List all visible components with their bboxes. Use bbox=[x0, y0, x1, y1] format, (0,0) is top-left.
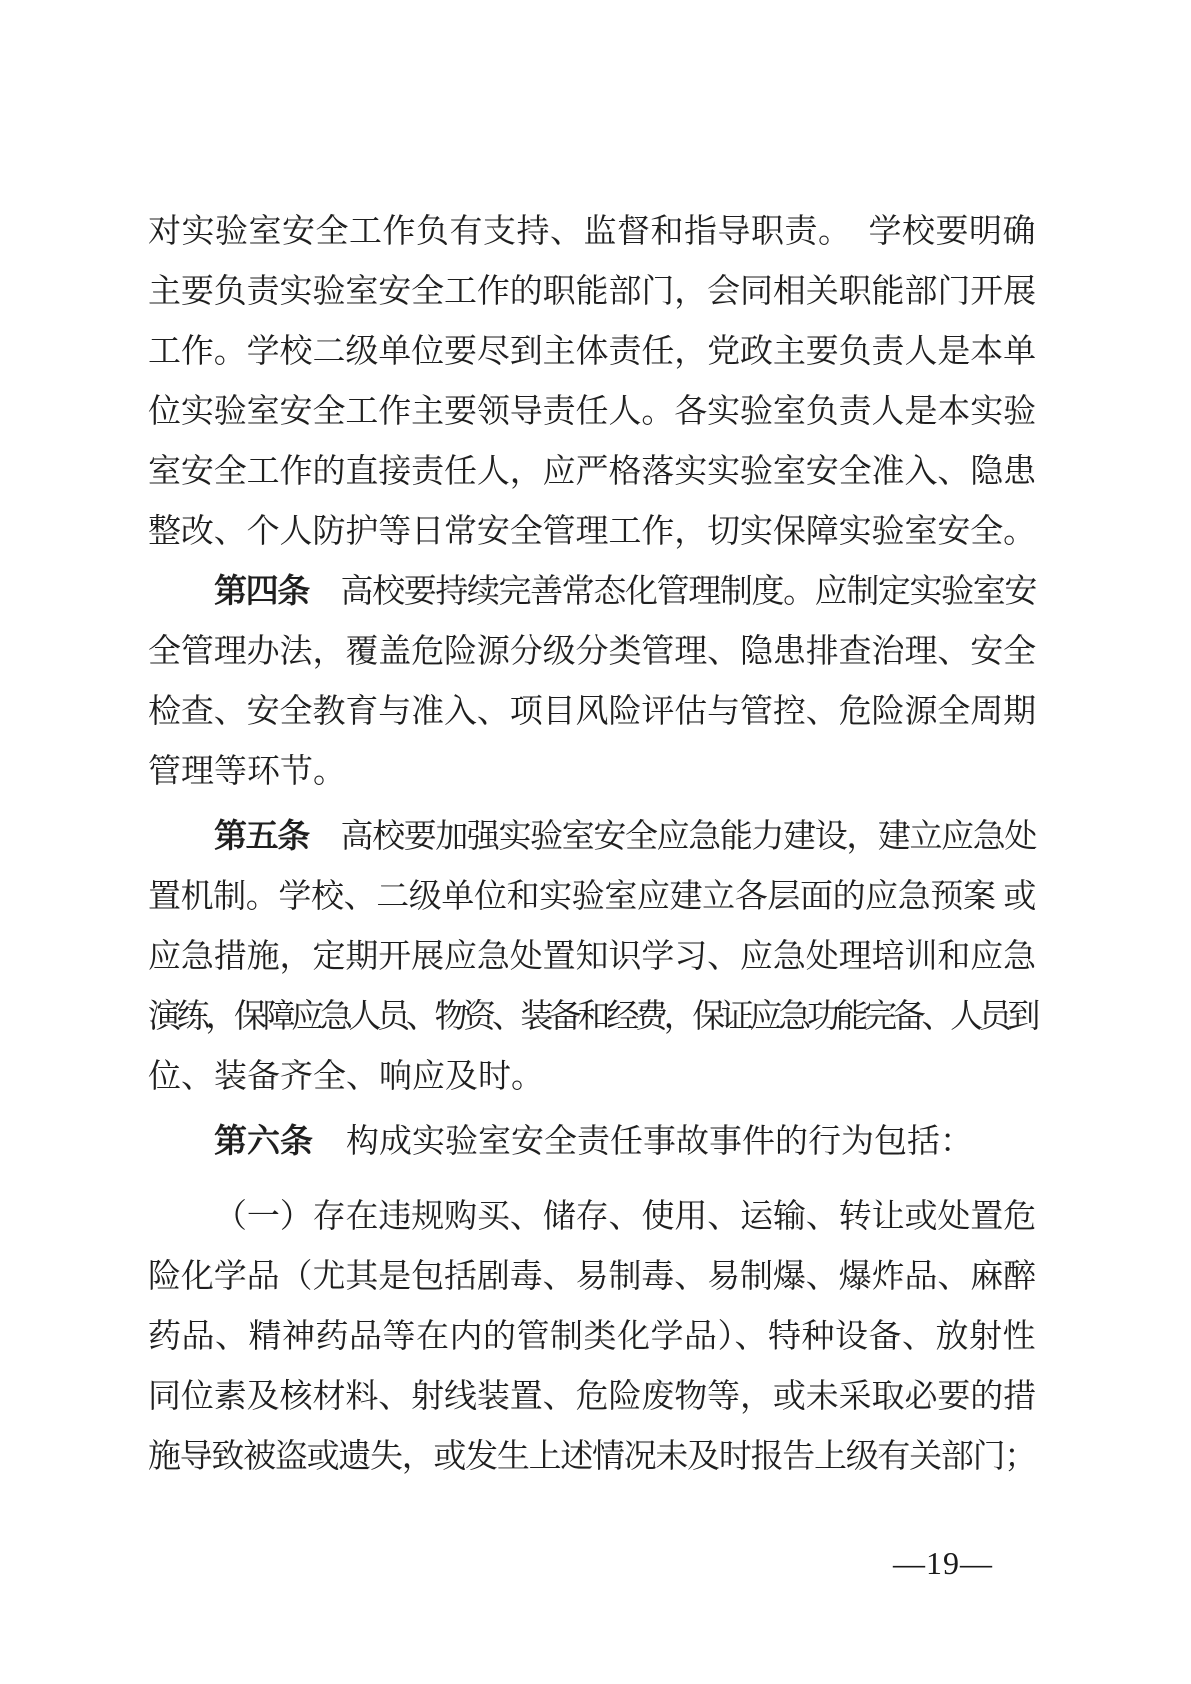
text-segment: 高校要加强实验室安全应急能力建设，建立应急处 bbox=[308, 819, 1037, 855]
text-segment: 同位素及核材料、射线装置、危险废物等，或未采取必要的措 bbox=[148, 1379, 1037, 1415]
document-body bbox=[148, 202, 1036, 1487]
text-segment: （一）存在违规购买、储存、使用、运输、转让或处置危 bbox=[214, 1199, 1037, 1235]
article-number-label: 第五条 bbox=[214, 819, 309, 855]
text-segment: 施导致被盗或遗失，或发生上述情况未及时报告上级有关部门； bbox=[148, 1439, 1037, 1475]
line-text bbox=[148, 1439, 1036, 1475]
text-line bbox=[148, 202, 1036, 262]
text-line bbox=[148, 867, 1036, 927]
line-text bbox=[148, 879, 1036, 915]
text-line bbox=[148, 1367, 1036, 1427]
line-text bbox=[214, 819, 1036, 855]
text-segment: 位、装备齐全、响应及时。 bbox=[148, 1059, 544, 1095]
page-number: —19— bbox=[893, 1545, 993, 1581]
line-text bbox=[214, 574, 1036, 610]
text-line bbox=[148, 807, 1036, 867]
line-text bbox=[148, 1059, 544, 1095]
text-line bbox=[148, 742, 1036, 802]
text-line bbox=[148, 1427, 1036, 1487]
text-segment: 演练，保障应急人员、物资、装备和经费，保证应急功能完备、人员到 bbox=[148, 999, 1037, 1035]
text-line bbox=[148, 322, 1036, 382]
line-text bbox=[148, 1259, 1036, 1295]
text-segment: 室安全工作的直接责任人，应严格落实实验室安全准入、隐患 bbox=[148, 454, 1037, 490]
text-segment: 险化学品（尤其是包括剧毒、易制毒、易制爆、爆炸品、麻醉 bbox=[148, 1259, 1037, 1295]
text-segment: 置机制。学校、二级单位和实验室应建立各层面的应急预案 或 bbox=[148, 879, 1037, 915]
text-segment: 主要负责实验室安全工作的职能部门，会同相关职能部门开展 bbox=[148, 274, 1037, 310]
line-text bbox=[148, 274, 1036, 310]
line-text bbox=[148, 694, 1036, 730]
line-text bbox=[148, 999, 1036, 1035]
paragraph-article-5 bbox=[148, 807, 1036, 1107]
text-line bbox=[148, 1187, 1036, 1247]
line-text bbox=[148, 1379, 1036, 1415]
text-segment: 应急措施，定期开展应急处置知识学习、应急处理培训和应急 bbox=[148, 939, 1037, 975]
paragraph-article-6 bbox=[148, 1112, 1036, 1172]
line-text bbox=[148, 334, 1036, 370]
line-text bbox=[148, 394, 1036, 430]
text-segment: 管理等环节。 bbox=[148, 754, 346, 790]
line-text bbox=[148, 454, 1036, 490]
line-text bbox=[148, 634, 1036, 670]
text-line bbox=[148, 1047, 1036, 1107]
line-text bbox=[214, 1124, 973, 1160]
text-line bbox=[148, 927, 1036, 987]
line-text bbox=[148, 514, 1036, 550]
text-line bbox=[148, 502, 1036, 562]
text-line bbox=[148, 682, 1036, 742]
text-segment: 位实验室安全工作主要领导责任人。各实验室负责人是本实验 bbox=[148, 394, 1037, 430]
text-line bbox=[148, 622, 1036, 682]
text-segment: 构成实验室安全责任事故事件的行为包括： bbox=[313, 1124, 973, 1160]
text-line bbox=[148, 442, 1036, 502]
line-text bbox=[214, 1199, 1036, 1235]
text-segment: 整改、个人防护等日常安全管理工作，切实保障实验室安全。 bbox=[148, 514, 1037, 550]
text-line bbox=[148, 262, 1036, 322]
text-segment: 工作。学校二级单位要尽到主体责任，党政主要负责人是本单 bbox=[148, 334, 1037, 370]
text-segment: 检查、安全教育与准入、项目风险评估与管控、危险源全周期 bbox=[148, 694, 1037, 730]
text-line bbox=[148, 382, 1036, 442]
line-text bbox=[148, 939, 1036, 975]
text-line bbox=[148, 1247, 1036, 1307]
text-segment: 全管理办法，覆盖危险源分级分类管理、隐患排查治理、安全 bbox=[148, 634, 1037, 670]
line-text bbox=[148, 1319, 1036, 1355]
paragraph-continuation bbox=[148, 202, 1036, 562]
paragraph-article-4 bbox=[148, 562, 1036, 802]
line-text bbox=[148, 214, 1036, 250]
text-line bbox=[148, 562, 1036, 622]
text-line bbox=[148, 987, 1036, 1047]
paragraph-item-1 bbox=[148, 1187, 1036, 1487]
text-line bbox=[148, 1307, 1036, 1367]
article-number-label: 第六条 bbox=[214, 1124, 313, 1160]
text-segment: 高校要持续完善常态化管理制度。应制定实验室安 bbox=[308, 574, 1037, 610]
article-number-label: 第四条 bbox=[214, 574, 309, 610]
line-text bbox=[148, 754, 346, 790]
text-segment: 对实验室安全工作负有支持、监督和指导职责。 学校要明确 bbox=[148, 214, 1036, 250]
text-segment: 药品、精神药品等在内的管制类化学品）、特种设备、放射性 bbox=[148, 1319, 1036, 1355]
text-line bbox=[148, 1112, 1036, 1172]
